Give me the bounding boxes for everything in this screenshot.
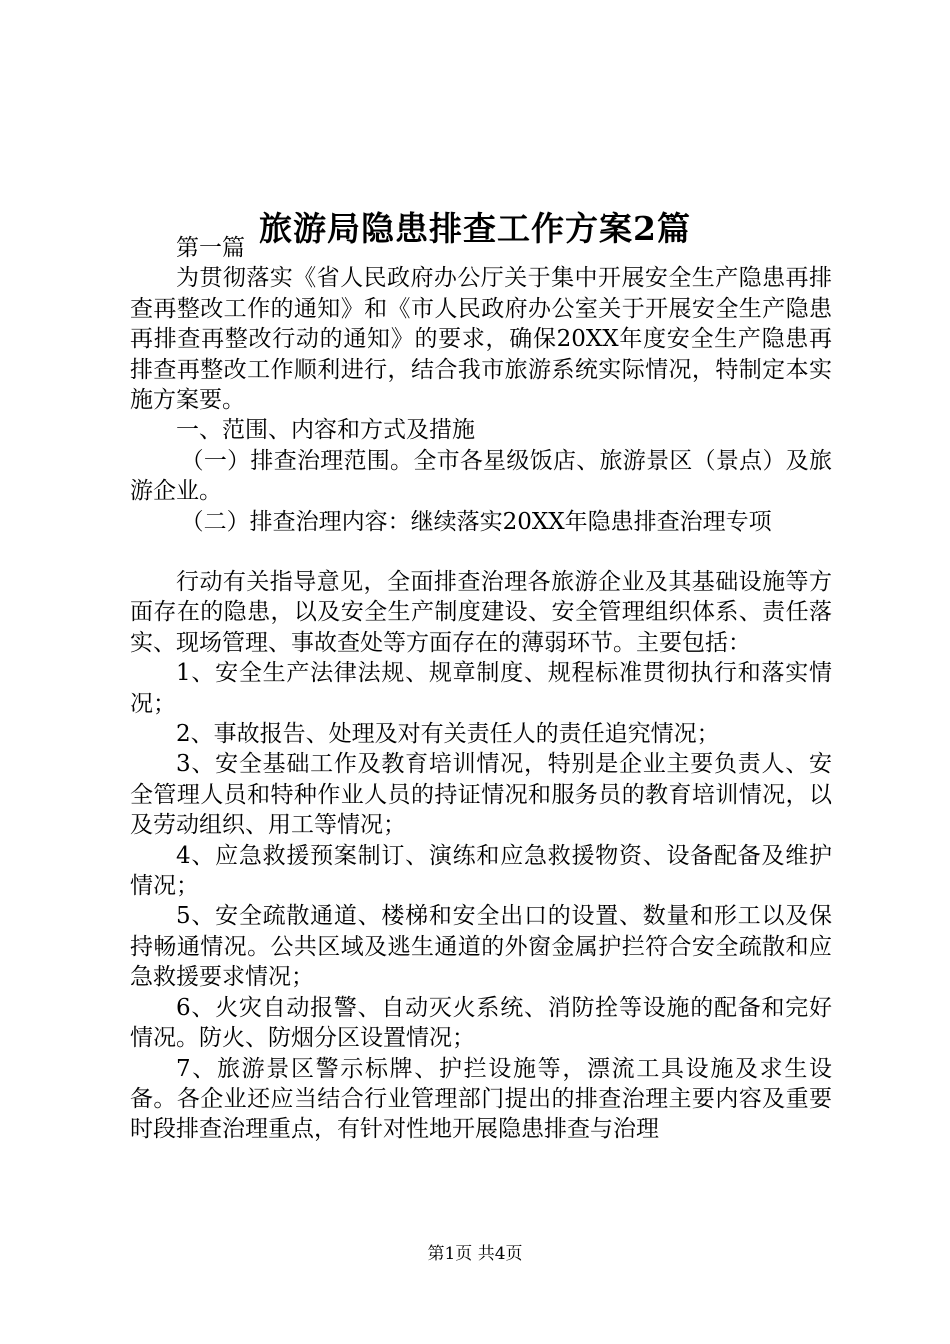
list-item: 5、安全疏散通道、楼梯和安全出口的设置、数量和形工以及保持畅通情况。公共区域及逃生通道的外窗金属护拦符合安全疏散和应急救援要求情况； bbox=[130, 903, 832, 991]
paragraph: 为贯彻落实《省人民政府办公厅关于集中开展安全生产隐患再排查再整改工作的通知》和《市人民政府办公室关于开展安全生产隐患再排查再整改行动的通知》的要求，确保20XX年度安全生产隐患再排查再整改工作顺利进行，结合我市旅游系统实际情况，特制定本实施方案要。 bbox=[130, 265, 832, 414]
list-item: 3、安全基础工作及教育培训情况，特别是企业主要负责人、安全管理人员和特种作业人员的持证情况和服务员的教育培训情况，以及劳动组织、用工等情况； bbox=[130, 751, 832, 839]
list-item: 4、应急救援预案制订、演练和应急救援物资、设备配备及维护情况； bbox=[130, 842, 832, 900]
body-block-bottom bbox=[130, 567, 832, 1145]
page-footer: 第1页 共4页 bbox=[427, 1244, 523, 1264]
list-item: 2、事故报告、处理及对有关责任人的责任追究情况； bbox=[176, 721, 720, 748]
list-item: 7、旅游景区警示标牌、护拦设施等，漂流工具设施及求生设备。各企业还应当结合行业管理部门提出的排查治理主要内容及重要时段排查治理重点，有针对性地开展隐患排查与治理 bbox=[130, 1055, 832, 1143]
body-block-top bbox=[130, 233, 832, 537]
paragraph: 一、范围、内容和方式及措施 bbox=[176, 417, 475, 444]
paragraph: （二）排查治理内容：继续落实20XX年隐患排查治理专项 bbox=[180, 508, 772, 535]
list-item: 1、安全生产法律法规、规章制度、规程标准贯彻执行和落实情况； bbox=[130, 660, 832, 717]
list-item: 6、火灾自动报警、自动灭火系统、消防拴等设施的配备和完好情况。防火、防烟分区设置情况； bbox=[130, 994, 832, 1052]
section-heading: 第一篇 bbox=[176, 235, 245, 261]
document-title: 旅游局隐患排查工作方案2篇 bbox=[259, 209, 691, 249]
paragraph: 行动有关指导意见，全面排查治理各旅游企业及其基础设施等方面存在的隐患，以及安全生产制度建设、安全管理组织体系、责任落实、现场管理、事故查处等方面存在的薄弱环节。主要包括： bbox=[130, 569, 832, 656]
paragraph: （一）排查治理范围。全市各星级饭店、旅游景区（景点）及旅游企业。 bbox=[130, 447, 832, 505]
